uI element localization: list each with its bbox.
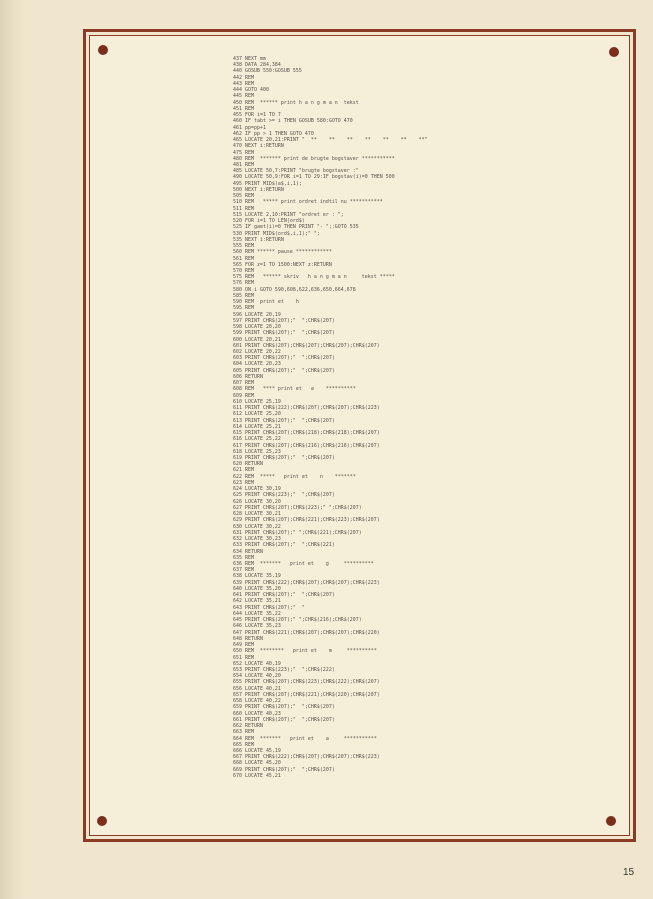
code-line: 560 REM ****** pause ************	[233, 249, 332, 256]
code-line: 647 PRINT CHR$(221);CHR$(207);CHR$(207);CHR$(220)	[233, 629, 380, 636]
code-line: 617 PRINT CHR$(207);CHR$(216);CHR$(216);CHR$(207)	[233, 442, 380, 449]
code-line: 661 PRINT CHR$(207);" ";CHR$(207)	[233, 716, 335, 723]
code-line: 442 REM	[233, 74, 254, 81]
code-line: 465 LOCATE 20,21:PRINT " ** ** ** ** ** ** **"	[233, 137, 428, 144]
code-line: 670 LOCATE 45,21	[233, 772, 281, 779]
code-line: 667 PRINT CHR$(222);CHR$(207);CHR$(207);CHR$(223)	[233, 754, 380, 761]
code-line: 614 LOCATE 25,21	[233, 423, 281, 430]
code-line: 555 REM	[233, 243, 254, 250]
code-line: 605 PRINT CHR$(207);" ";CHR$(207)	[233, 367, 335, 374]
code-line: 635 REM	[233, 554, 254, 561]
code-line: 597 PRINT CHR$(207);" ";CHR$(207)	[233, 317, 335, 324]
code-line: 612 LOCATE 25,20	[233, 411, 281, 418]
code-line: 535 NEXT i:RETURN	[233, 236, 284, 243]
code-line: 657 PRINT CHR$(207);CHR$(221);CHR$(220);CHR$(207)	[233, 691, 380, 698]
code-line: 640 LOCATE 35,20	[233, 585, 281, 592]
corner-dot-bottom-left	[97, 816, 107, 826]
code-line: 650 REM ******** print et m **********	[233, 648, 377, 655]
code-line: 585 REM	[233, 292, 254, 299]
code-line: 646 LOCATE 35,23	[233, 623, 281, 630]
code-line: 565 FOR z=1 TO 1500:NEXT z:RETURN	[233, 261, 332, 268]
code-line: 649 REM	[233, 642, 254, 649]
binding-fold	[0, 0, 26, 899]
code-line: 515 LOCATE 2,10:PRINT "ordret er : ";	[233, 211, 344, 218]
code-line: 658 LOCATE 40,22	[233, 698, 281, 705]
code-line: 624 LOCATE 30,19	[233, 486, 281, 493]
code-line: 660 LOCATE 40,23	[233, 710, 281, 717]
code-line: 576 REM	[233, 280, 254, 287]
code-line: 525 IF gaet(i)=0 THEN PRINT "- ";:GOTO 535	[233, 224, 359, 231]
code-line: 530 PRINT MID$(ord$,i,1);" ";	[233, 230, 320, 237]
code-line: 631 PRINT CHR$(207);" ";CHR$(221);CHR$(207)	[233, 529, 362, 536]
code-line: 610 LOCATE 25,19	[233, 398, 281, 405]
code-line: 666 LOCATE 45,19	[233, 748, 281, 755]
code-line: 659 PRINT CHR$(207);" ";CHR$(207)	[233, 704, 335, 711]
code-line: 520 FOR i=1 TO LEN(ord$)	[233, 218, 305, 225]
code-line: 440 GOSUB 550:GOSUB 555	[233, 68, 302, 75]
code-line: 656 LOCATE 40,21	[233, 685, 281, 692]
code-line: 596 LOCATE 20,19	[233, 311, 281, 318]
code-line: 642 LOCATE 35,21	[233, 598, 281, 605]
code-line: 575 REM ****** skriv h a n g m a n tekst *****	[233, 274, 395, 281]
code-line: 618 LOCATE 25,23	[233, 448, 281, 455]
code-line: 480 REM ******* print de brugte bogstaver ***********	[233, 155, 395, 162]
code-line: 470 NEXT i:RETURN	[233, 143, 284, 150]
code-line: 616 LOCATE 25,22	[233, 436, 281, 443]
code-line: 615 PRINT CHR$(207);CHR$(218);CHR$(218);CHR$(207)	[233, 430, 380, 437]
code-line: 438 DATA 284,384	[233, 62, 281, 69]
code-line: 620 RETURN	[233, 461, 263, 468]
code-line: 511 REM	[233, 205, 254, 212]
corner-dot-top-right	[609, 47, 619, 57]
code-line: 613 PRINT CHR$(207);" ";CHR$(207)	[233, 417, 335, 424]
code-line: 652 LOCATE 40,19	[233, 660, 281, 667]
code-line: 654 LOCATE 40,20	[233, 673, 281, 680]
code-line: 490 LOCATE 50,9:FOR i=1 TO 29:IF bogstav(i)=0 THEN 500	[233, 174, 395, 181]
code-line: 653 PRINT CHR$(223);" ";CHR$(222)	[233, 666, 335, 673]
code-line: 603 PRINT CHR$(207);" ";CHR$(207)	[233, 355, 335, 362]
code-line: 455 FOR i=1 TO 7	[233, 112, 281, 119]
corner-dot-bottom-right	[606, 816, 616, 826]
code-line: 602 LOCATE 20,22	[233, 349, 281, 356]
code-line: 644 LOCATE 35,22	[233, 610, 281, 617]
code-line: 627 PRINT CHR$(207);CHR$(223);" ";CHR$(207)	[233, 504, 362, 511]
code-line: 481 REM	[233, 161, 254, 168]
code-line: 437 NEXT mm	[233, 56, 266, 62]
code-line: 609 REM	[233, 392, 254, 399]
code-line: 639 PRINT CHR$(222);CHR$(207);CHR$(207);CHR$(223)	[233, 579, 380, 586]
page-number: 15	[623, 867, 635, 878]
code-line: 595 REM	[233, 305, 254, 312]
code-line: 580 ON i GOTO 590,608,622,636,650,664,678	[233, 286, 356, 293]
code-line: 611 PRINT CHR$(222);CHR$(207);CHR$(207);CHR$(223)	[233, 405, 380, 412]
code-line: 485 LOCATE 50,7:PRINT "brugte bogstaver :"	[233, 168, 359, 175]
code-line: 561 REM	[233, 255, 254, 262]
code-line: 600 LOCATE 20,21	[233, 336, 281, 343]
code-line: 664 REM ******* print et a ***********	[233, 735, 377, 742]
code-line: 495 PRINT MID$(a$,i,1);	[233, 180, 302, 187]
code-line: 608 REM **** print et a **********	[233, 386, 356, 393]
code-line: 628 LOCATE 30,21	[233, 511, 281, 518]
code-line: 626 LOCATE 30,20	[233, 498, 281, 505]
code-line: 445 REM	[233, 93, 254, 100]
code-line: 625 PRINT CHR$(223);" ";CHR$(207)	[233, 492, 335, 499]
code-line: 598 LOCATE 20,20	[233, 324, 281, 331]
code-line: 451 REM	[233, 105, 254, 112]
code-line: 662 RETURN	[233, 723, 263, 730]
code-line: 444 GOTO 400	[233, 87, 269, 94]
code-line: 619 PRINT CHR$(207);" ";CHR$(207)	[233, 455, 335, 461]
code-line: 630 LOCATE 30,22	[233, 523, 281, 530]
code-line: 632 LOCATE 30,23	[233, 536, 281, 543]
code-line: 607 REM	[233, 380, 254, 387]
code-line: 648 RETURN	[233, 635, 263, 642]
code-line: 570 REM	[233, 267, 254, 274]
code-line: 604 LOCATE 20,23	[233, 361, 281, 368]
code-line: 651 REM	[233, 654, 254, 661]
code-line: 638 LOCATE 35,19	[233, 573, 281, 580]
code-line: 601 PRINT CHR$(207);CHR$(207);CHR$(207);CHR$(207)	[233, 342, 380, 349]
code-line: 500 NEXT i:RETURN	[233, 186, 284, 193]
code-line: 629 PRINT CHR$(207);CHR$(221);CHR$(223);CHR$(207)	[233, 517, 380, 524]
code-line: 668 LOCATE 45,20	[233, 760, 281, 767]
code-line: 641 PRINT CHR$(207);" ";CHR$(207)	[233, 592, 335, 599]
code-line: 623 REM	[233, 479, 254, 486]
code-line: 622 REM ***** print et n *******	[233, 473, 356, 480]
code-line: 599 PRINT CHR$(207);" ";CHR$(207)	[233, 330, 335, 337]
code-line: 669 PRINT CHR$(207);" ";CHR$(207)	[233, 766, 335, 773]
code-line: 606 RETURN	[233, 373, 263, 380]
code-line: 633 PRINT CHR$(207);" ";CHR$(221)	[233, 542, 335, 549]
code-line: 643 PRINT CHR$(207);" "	[233, 604, 305, 611]
code-line: 450 REM ****** print h a n g m a n tekst	[233, 99, 359, 106]
corner-dot-top-left	[98, 45, 108, 55]
code-line: 505 REM	[233, 193, 254, 200]
code-line: 460 IF tabt >= i THEN GOSUB 580:GOTO 470	[233, 118, 353, 125]
code-line: 636 REM ******* print et g **********	[233, 560, 374, 567]
code-line: 655 PRINT CHR$(207);CHR$(223);CHR$(222);CHR$(207)	[233, 679, 380, 686]
basic-program-listing	[233, 56, 428, 779]
code-line: 621 REM	[233, 467, 254, 474]
code-line: 590 REM print et h	[233, 299, 299, 306]
code-line: 637 REM	[233, 567, 254, 574]
code-line: 443 REM	[233, 80, 254, 87]
code-line: 462 IF pp > 1 THEN GOTO 470	[233, 130, 314, 137]
code-line: 475 REM	[233, 149, 254, 156]
code-line: 461 pp=pp+1	[233, 124, 266, 131]
code-line: 663 REM	[233, 729, 254, 736]
code-line: 634 RETURN	[233, 548, 263, 555]
code-line: 510 REM ***** print ordret indtil nu ***********	[233, 199, 383, 206]
code-line: 645 PRINT CHR$(207);" ";CHR$(216);CHR$(207)	[233, 617, 362, 624]
code-line: 665 REM	[233, 741, 254, 748]
